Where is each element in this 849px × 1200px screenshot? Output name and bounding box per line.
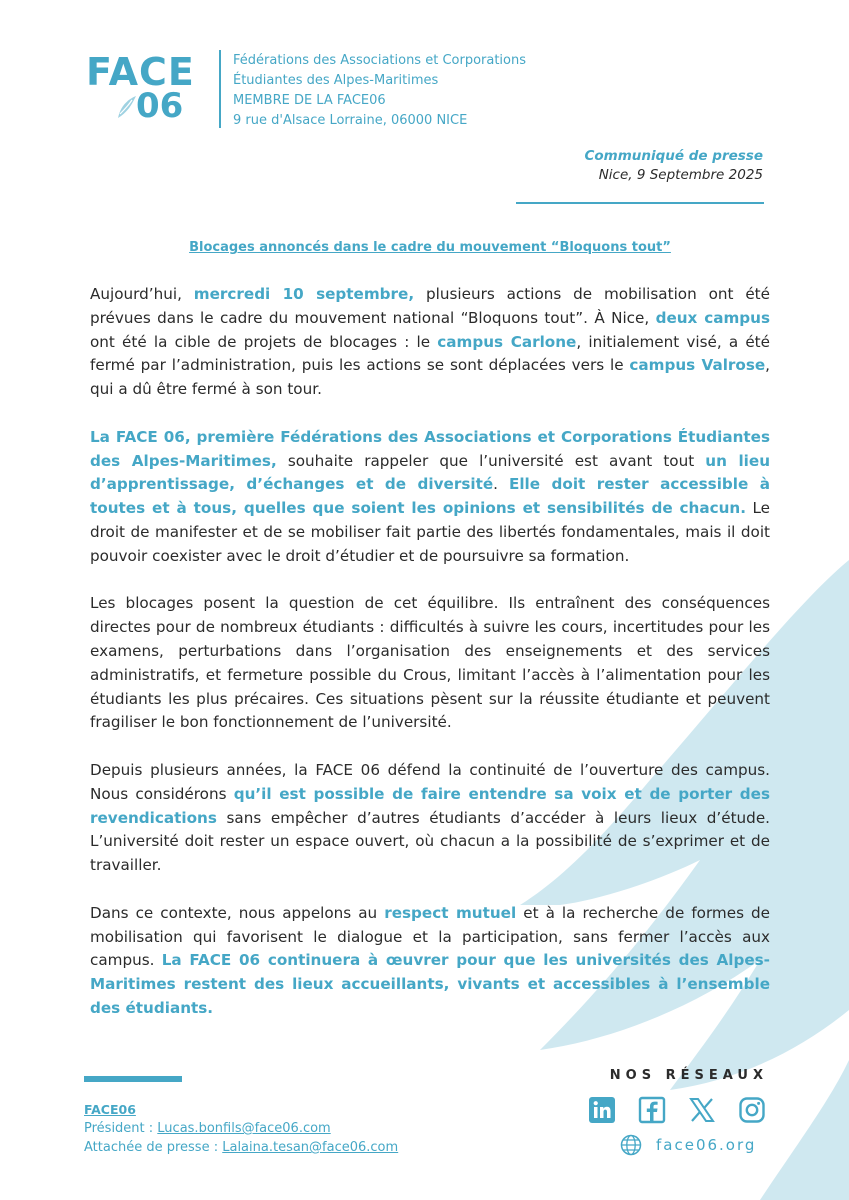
- logo-text-06: 06: [136, 86, 184, 126]
- highlighted-text: La FACE 06, première Fédérations des Associations et Corporations Étudiantes des Alpes-Maritimes,: [90, 427, 770, 470]
- body-text: Le droit de manifester et de se mobiliser fait partie des libertés fondamentales, mais il doit pouvoir coexister avec le droit d’étudier et de poursuivre sa formation.: [90, 499, 770, 565]
- paragraph-2: [90, 426, 770, 569]
- highlighted-text: campus Valrose: [629, 356, 766, 375]
- body-text: et à la recherche de formes de mobilisation qui favorisent le dialogue et la participation, sans fermer l’accès aux campus.: [90, 903, 770, 970]
- paragraph-3: [90, 592, 770, 735]
- header-divider: [219, 50, 221, 128]
- body-text: Aujourd’hui,: [90, 285, 194, 303]
- footer-contacts: [84, 1119, 398, 1157]
- body-text: .: [493, 475, 509, 494]
- logo-leaf-icon: [116, 94, 138, 120]
- highlighted-text: campus Carlone: [437, 332, 577, 351]
- website-url[interactable]: face06.org: [656, 1136, 757, 1154]
- face06-logo: [86, 50, 201, 126]
- highlighted-text: Elle doit rester accessible à toutes et à tous, quelles que soient les opinions et sensibilités de chacun.: [90, 475, 770, 518]
- org-membership: MEMBRE DE LA FACE06: [233, 93, 386, 108]
- social-icons-row: [588, 1096, 768, 1126]
- highlighted-text: La FACE 06 continuera à œuvrer pour que les universités des Alpes-Maritimes restent des lieux accueillants, vivants et accessibles à l’ensemble des étudiants.: [90, 951, 770, 1017]
- footer-accent-bar: [84, 1076, 182, 1082]
- organization-info: [233, 51, 653, 131]
- highlighted-text: mercredi 10 septembre,: [193, 285, 415, 303]
- press-release-body: [90, 283, 770, 1045]
- attache-email-link[interactable]: Lalaina.tesan@face06.com: [222, 1140, 399, 1155]
- footer-org-name: FACE06: [84, 1102, 136, 1117]
- facebook-icon[interactable]: [638, 1096, 666, 1124]
- highlighted-text: qu’il est possible de faire entendre sa voix et de porter des revendications: [90, 784, 770, 827]
- highlighted-text: un lieu d’apprentissage, d’échanges et de diversité: [90, 451, 771, 494]
- paragraph-4: [90, 759, 770, 878]
- org-address: 9 rue d'Alsace Lorraine, 06000 NICE: [233, 113, 468, 128]
- x-icon[interactable]: [688, 1096, 716, 1124]
- body-text: plusieurs actions de mobilisation ont été prévues dans le cadre du mouvement national “Bloquons tout”. À Nice,: [90, 285, 770, 327]
- press-release-label: Communiqué de presse: [584, 148, 763, 164]
- body-text: Les blocages posent la question de cet équilibre. Ils entraînent des conséquences directes pour de nombreux étudiants : difficultés à suivre les cours, incertitudes pour les examens, perturbations dans l’organisation des enseignements et des services administratifs, et fermeture possible du Crous, limitant l’accès à l’alimentation pour les étudiants les plus précaires. Ces situations pèsent sur la réussite étudiante et peuvent fragiliser le bon fonctionnement de l’université.: [90, 594, 770, 732]
- highlighted-text: respect mutuel: [384, 903, 517, 922]
- highlighted-text: deux campus: [655, 308, 770, 327]
- body-text: , qui a dû être fermé à son tour.: [90, 356, 770, 399]
- body-text: ont été la cible de projets de blocages : le: [90, 332, 438, 351]
- president-contact: [84, 1119, 398, 1138]
- linkedin-icon[interactable]: [588, 1096, 616, 1124]
- paragraph-5: [90, 902, 770, 1021]
- paragraph-1: [90, 283, 770, 402]
- org-name-line1: Fédérations des Associations et Corporations: [233, 53, 527, 68]
- instagram-icon[interactable]: [738, 1096, 766, 1124]
- body-text: Dans ce contexte, nous appelons au: [90, 903, 385, 922]
- body-text: souhaite rappeler que l’université est avant tout: [276, 451, 706, 470]
- press-attache-contact: [84, 1138, 398, 1157]
- body-text: sans empêcher d’autres étudiants d’accéder à leurs lieux d’étude. L’université doit rester un espace ouvert, où chacun a la possibilité de s’exprimer et de travailler.: [90, 808, 770, 875]
- globe-icon: [620, 1134, 642, 1156]
- press-info-rule: [516, 202, 764, 204]
- org-name-line2: Étudiantes des Alpes-Maritimes: [233, 73, 439, 88]
- president-email-link[interactable]: Lucas.bonfils@face06.com: [157, 1121, 331, 1136]
- president-label: Président :: [84, 1121, 158, 1136]
- document-title: Blocages annoncés dans le cadre du mouvement “Bloquons tout”: [189, 240, 671, 255]
- press-release-date: Nice, 9 Septembre 2025: [598, 167, 763, 183]
- body-text: Depuis plusieurs années, la FACE 06 défend la continuité de l’ouverture des campus. Nous considérons: [90, 760, 770, 803]
- body-text: , initialement visé, a été fermé par l’administration, puis les actions se sont déplacées vers le: [90, 332, 770, 375]
- attache-label: Attachée de presse :: [84, 1140, 223, 1155]
- logo-text-face: FACE: [86, 50, 195, 94]
- social-networks-title: NOS RÉSEAUX: [609, 1068, 768, 1083]
